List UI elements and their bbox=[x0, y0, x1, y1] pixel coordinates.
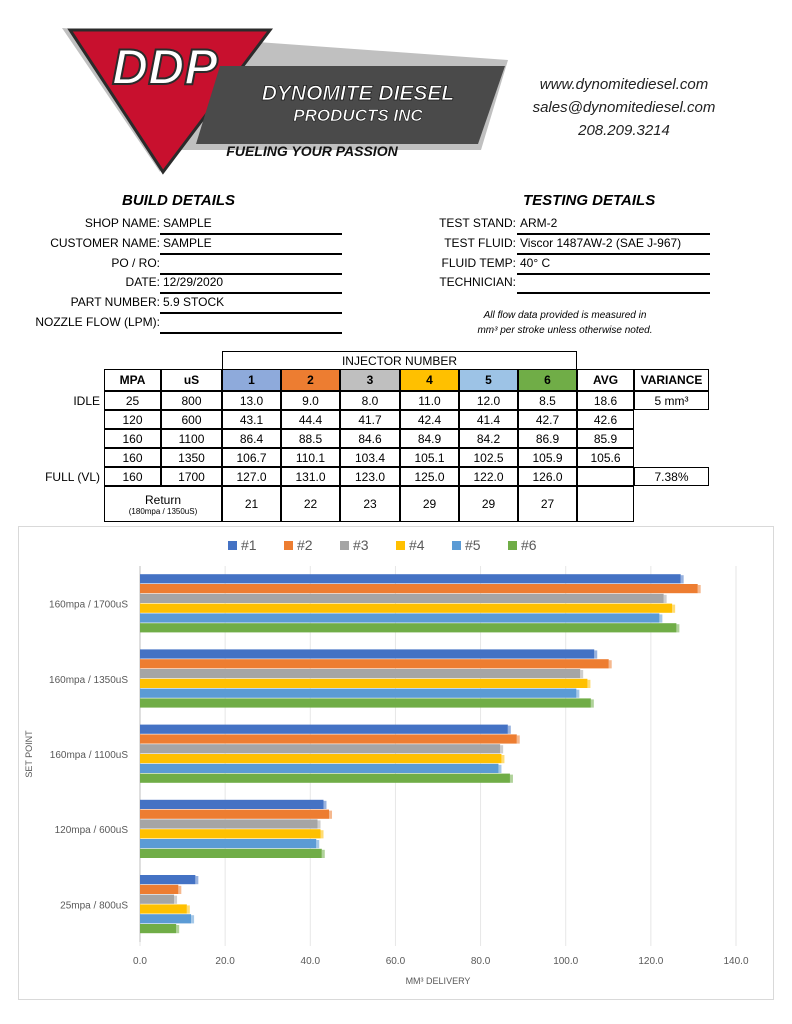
col-header-injector-4: 4 bbox=[400, 369, 459, 391]
build-row-nozzle bbox=[0, 315, 160, 334]
col-header-avg: AVG bbox=[577, 369, 634, 391]
bar-series-1-2 bbox=[140, 725, 508, 734]
bar-shadow bbox=[174, 896, 177, 904]
col-header-variance: VARIANCE bbox=[634, 369, 709, 391]
cell-us: 1100 bbox=[161, 429, 222, 448]
bar-series-2-4 bbox=[140, 584, 698, 593]
cell-injector-value: 12.0 bbox=[459, 391, 518, 410]
test-value: 40° C bbox=[517, 256, 710, 275]
build-value bbox=[160, 315, 342, 334]
bar-shadow bbox=[191, 915, 194, 923]
logo-dark-band bbox=[196, 66, 505, 144]
return-label: Return bbox=[144, 492, 182, 507]
test-row-temp bbox=[400, 256, 516, 275]
cell-avg: 42.6 bbox=[577, 410, 634, 429]
bar-series-3-3 bbox=[140, 669, 580, 678]
cell-injector-value: 84.2 bbox=[459, 429, 518, 448]
build-row-part bbox=[0, 295, 160, 314]
cell-avg: 18.6 bbox=[577, 391, 634, 410]
cell-injector-value: 11.0 bbox=[400, 391, 459, 410]
build-value-date-wrap bbox=[160, 275, 342, 294]
x-tick-label: 80.0 bbox=[470, 956, 491, 967]
cell-us: 800 bbox=[161, 391, 222, 410]
contact-phone: 208.209.3214 bbox=[578, 122, 670, 139]
bar-series-4-3 bbox=[140, 679, 587, 688]
bar-series-6-2 bbox=[140, 774, 510, 783]
bar-shadow bbox=[659, 614, 662, 622]
bar-series-2-0 bbox=[140, 885, 178, 894]
testing-details-title: TESTING DETAILS bbox=[523, 192, 656, 209]
test-label: FLUID TEMP: bbox=[441, 256, 516, 270]
cell-injector-value: 125.0 bbox=[400, 467, 459, 486]
bar-series-5-3 bbox=[140, 689, 576, 698]
bar-series-2-3 bbox=[140, 659, 609, 668]
build-row-customer bbox=[0, 236, 160, 255]
build-label: CUSTOMER NAME: bbox=[50, 236, 160, 250]
cell-injector-value: 105.1 bbox=[400, 448, 459, 467]
cell-injector-value: 86.9 bbox=[518, 429, 577, 448]
bar-series-6-4 bbox=[140, 623, 676, 632]
cell-injector-value: 9.0 bbox=[281, 391, 340, 410]
cell-us: 1700 bbox=[161, 467, 222, 486]
cell-avg: 105.6 bbox=[577, 448, 634, 467]
bar-shadow bbox=[676, 624, 679, 632]
cell-injector-value: 42.7 bbox=[518, 410, 577, 429]
bar-shadow bbox=[517, 735, 520, 743]
bar-series-1-0 bbox=[140, 875, 195, 884]
cell-injector-value: 84.6 bbox=[340, 429, 400, 448]
logo-company-line1: DYNOMITE DIESEL bbox=[261, 82, 455, 105]
cell-return-value: 27 bbox=[518, 486, 577, 522]
bar-shadow bbox=[316, 840, 319, 848]
cell-us: 1350 bbox=[161, 448, 222, 467]
test-value: Viscor 1487AW-2 (SAE J-967) bbox=[517, 236, 710, 255]
cell-return-value: 21 bbox=[222, 486, 281, 522]
build-value-po-wrap bbox=[160, 256, 342, 275]
cell-injector-value: 43.1 bbox=[222, 410, 281, 429]
bar-shadow bbox=[672, 605, 675, 613]
bar-shadow bbox=[321, 830, 324, 838]
legend-label: #1 bbox=[241, 537, 257, 553]
build-label: SHOP NAME: bbox=[84, 216, 160, 230]
col-header-injector-2: 2 bbox=[281, 369, 340, 391]
build-details-title: BUILD DETAILS bbox=[122, 192, 236, 209]
bar-series-5-2 bbox=[140, 764, 498, 773]
legend-label: #2 bbox=[297, 537, 313, 553]
return-sublabel: (180mpa / 1350uS) bbox=[128, 506, 198, 516]
bar-series-3-1 bbox=[140, 819, 318, 828]
cell-us: 600 bbox=[161, 410, 222, 429]
col-header-injector-6: 6 bbox=[518, 369, 577, 391]
bar-shadow bbox=[580, 670, 583, 678]
cell-injector-value: 13.0 bbox=[222, 391, 281, 410]
cell-injector-value: 123.0 bbox=[340, 467, 400, 486]
test-value-stand-wrap bbox=[517, 216, 710, 235]
build-row-shop bbox=[0, 216, 160, 235]
build-value-customer-wrap bbox=[160, 236, 342, 255]
build-value bbox=[160, 256, 342, 275]
bar-series-1-3 bbox=[140, 649, 594, 658]
bar-series-3-0 bbox=[140, 895, 174, 904]
bar-series-6-1 bbox=[140, 849, 322, 858]
bar-shadow bbox=[322, 850, 325, 858]
test-row-fluid bbox=[400, 236, 516, 255]
bar-series-4-2 bbox=[140, 754, 501, 763]
cell-injector-value: 110.1 bbox=[281, 448, 340, 467]
cell-injector-value: 122.0 bbox=[459, 467, 518, 486]
x-axis-title: MM³ DELIVERY bbox=[405, 976, 471, 986]
col-header-injector-1: 1 bbox=[222, 369, 281, 391]
bar-shadow bbox=[329, 811, 332, 819]
cell-injector-value: 88.5 bbox=[281, 429, 340, 448]
cell-return-value: 22 bbox=[281, 486, 340, 522]
bar-series-5-4 bbox=[140, 613, 659, 622]
cell-return-value: 29 bbox=[459, 486, 518, 522]
row-label: IDLE bbox=[73, 393, 100, 408]
logo-company-line2: PRODUCTS INC bbox=[293, 106, 423, 125]
bar-series-2-2 bbox=[140, 734, 517, 743]
category-label: 160mpa / 1350uS bbox=[49, 674, 128, 686]
build-label: PO / RO: bbox=[111, 256, 160, 270]
cell-injector-value: 127.0 bbox=[222, 467, 281, 486]
legend-swatch bbox=[340, 541, 349, 550]
row-label bbox=[30, 410, 102, 429]
bar-shadow bbox=[587, 680, 590, 688]
test-value: ARM-2 bbox=[517, 216, 710, 235]
cell-avg: 85.9 bbox=[577, 429, 634, 448]
bar-shadow bbox=[178, 886, 181, 894]
bar-series-5-0 bbox=[140, 914, 191, 923]
row-label bbox=[30, 448, 102, 467]
x-tick-label: 0.0 bbox=[133, 956, 147, 967]
bar-shadow bbox=[681, 575, 684, 583]
bar-shadow bbox=[318, 820, 321, 828]
cell-variance: 7.38% bbox=[634, 467, 709, 486]
row-label bbox=[30, 429, 102, 448]
legend-swatch bbox=[396, 541, 405, 550]
bar-series-1-1 bbox=[140, 800, 323, 809]
category-label: 25mpa / 800uS bbox=[60, 900, 128, 912]
col-header-injector-3: 3 bbox=[340, 369, 400, 391]
bar-shadow bbox=[508, 726, 511, 734]
test-row-tech bbox=[400, 275, 516, 294]
cell-injector-value: 84.9 bbox=[400, 429, 459, 448]
x-tick-label: 120.0 bbox=[638, 956, 664, 967]
test-value-temp-wrap bbox=[517, 256, 710, 275]
build-value-part-wrap bbox=[160, 295, 342, 314]
cell-mpa: 160 bbox=[104, 448, 161, 467]
build-value: SAMPLE bbox=[160, 236, 342, 255]
bar-shadow bbox=[498, 765, 501, 773]
cell-injector-value: 41.7 bbox=[340, 410, 400, 429]
bar-shadow bbox=[609, 660, 612, 668]
cell-injector-value: 8.0 bbox=[340, 391, 400, 410]
bar-series-5-1 bbox=[140, 839, 316, 848]
x-tick-label: 60.0 bbox=[385, 956, 406, 967]
legend-swatch bbox=[508, 541, 517, 550]
ddp-logo bbox=[60, 26, 510, 176]
bar-series-4-0 bbox=[140, 904, 187, 913]
build-value-nozzle-wrap bbox=[160, 315, 342, 334]
bar-shadow bbox=[698, 585, 701, 593]
bar-shadow bbox=[591, 699, 594, 707]
test-row-stand bbox=[400, 216, 516, 235]
bar-shadow bbox=[195, 876, 198, 884]
cell-injector-value: 103.4 bbox=[340, 448, 400, 467]
legend-swatch bbox=[452, 541, 461, 550]
cell-injector-value: 131.0 bbox=[281, 467, 340, 486]
cell-injector-value: 41.4 bbox=[459, 410, 518, 429]
x-tick-label: 40.0 bbox=[300, 956, 321, 967]
bar-series-4-4 bbox=[140, 604, 672, 613]
cell-injector-value: 105.9 bbox=[518, 448, 577, 467]
cell-injector-value: 8.5 bbox=[518, 391, 577, 410]
contact-website[interactable]: www.dynomitediesel.com bbox=[539, 76, 709, 93]
build-row-po bbox=[0, 256, 160, 275]
bar-shadow bbox=[594, 650, 597, 658]
cell-return-value: 29 bbox=[400, 486, 459, 522]
build-value-shop-wrap bbox=[160, 216, 342, 235]
category-label: 160mpa / 1100uS bbox=[49, 750, 128, 761]
col-header-injector-5: 5 bbox=[459, 369, 518, 391]
build-value: 12/29/2020 bbox=[160, 275, 342, 294]
legend-swatch bbox=[228, 541, 237, 550]
cell-injector-value: 126.0 bbox=[518, 467, 577, 486]
build-label: PART NUMBER: bbox=[70, 295, 160, 309]
bar-shadow bbox=[576, 690, 579, 698]
bar-series-2-1 bbox=[140, 810, 329, 819]
logo-letters: DDP bbox=[112, 39, 218, 95]
cell-variance: 5 mm³ bbox=[634, 391, 709, 410]
row-label: FULL (VL) bbox=[45, 469, 100, 484]
test-value-tech-wrap bbox=[517, 275, 710, 294]
cell-injector-value: 42.4 bbox=[400, 410, 459, 429]
cell-injector-value: 44.4 bbox=[281, 410, 340, 429]
delivery-bar-chart bbox=[18, 526, 774, 1000]
cell-avg bbox=[577, 467, 634, 486]
test-label: TEST STAND: bbox=[439, 216, 516, 230]
test-label: TEST FLUID: bbox=[444, 236, 516, 250]
test-value-fluid-wrap bbox=[517, 236, 710, 255]
build-value: SAMPLE bbox=[160, 216, 342, 235]
build-label: DATE: bbox=[125, 275, 160, 289]
bar-series-3-2 bbox=[140, 744, 500, 753]
x-tick-label: 140.0 bbox=[723, 956, 749, 967]
legend-label: #3 bbox=[353, 537, 369, 553]
build-label: NOZZLE FLOW (LPM): bbox=[35, 315, 160, 329]
col-header-mpa: MPA bbox=[104, 369, 161, 391]
cell-injector-value: 102.5 bbox=[459, 448, 518, 467]
return-label-cell bbox=[104, 486, 222, 522]
cell-return-avg bbox=[577, 486, 634, 522]
bar-shadow bbox=[501, 755, 504, 763]
build-value: 5.9 STOCK bbox=[160, 295, 342, 314]
contact-email[interactable]: sales@dynomitediesel.com bbox=[532, 99, 716, 116]
measurement-note-line2: mm³ per stroke unless otherwise noted. bbox=[477, 325, 653, 336]
x-tick-label: 20.0 bbox=[215, 956, 235, 967]
bar-shadow bbox=[664, 595, 667, 603]
cell-mpa: 25 bbox=[104, 391, 161, 410]
x-tick-label: 100.0 bbox=[553, 956, 579, 967]
logo-tagline: FUELING YOUR PASSION bbox=[226, 143, 398, 159]
bar-shadow bbox=[187, 905, 190, 913]
build-row-date bbox=[0, 275, 160, 294]
cell-mpa: 120 bbox=[104, 410, 161, 429]
cell-mpa: 160 bbox=[104, 429, 161, 448]
category-label: 160mpa / 1700uS bbox=[49, 599, 128, 611]
bar-shadow bbox=[323, 801, 326, 809]
legend-label: #6 bbox=[521, 537, 537, 553]
cell-injector-value: 86.4 bbox=[222, 429, 281, 448]
y-axis-title: SET POINT bbox=[24, 730, 34, 778]
bar-series-4-1 bbox=[140, 829, 321, 838]
cell-injector-value: 106.7 bbox=[222, 448, 281, 467]
test-label: TECHNICIAN: bbox=[439, 275, 516, 289]
test-value bbox=[517, 275, 710, 294]
col-header-us: uS bbox=[161, 369, 222, 391]
measurement-note-line1: All flow data provided is measured in bbox=[483, 310, 647, 321]
bar-series-1-4 bbox=[140, 574, 681, 583]
bar-series-6-3 bbox=[140, 698, 591, 707]
bar-series-6-0 bbox=[140, 924, 176, 933]
category-label: 120mpa / 600uS bbox=[54, 825, 128, 837]
bar-shadow bbox=[500, 745, 503, 753]
legend-swatch bbox=[284, 541, 293, 550]
legend-label: #5 bbox=[465, 537, 481, 553]
measurement-note bbox=[440, 308, 690, 338]
injector-number-header: INJECTOR NUMBER bbox=[222, 351, 577, 370]
bar-shadow bbox=[176, 925, 179, 933]
cell-mpa: 160 bbox=[104, 467, 161, 486]
bar-shadow bbox=[510, 775, 513, 783]
cell-return-value: 23 bbox=[340, 486, 400, 522]
legend-label: #4 bbox=[409, 537, 425, 553]
bar-series-3-4 bbox=[140, 594, 664, 603]
